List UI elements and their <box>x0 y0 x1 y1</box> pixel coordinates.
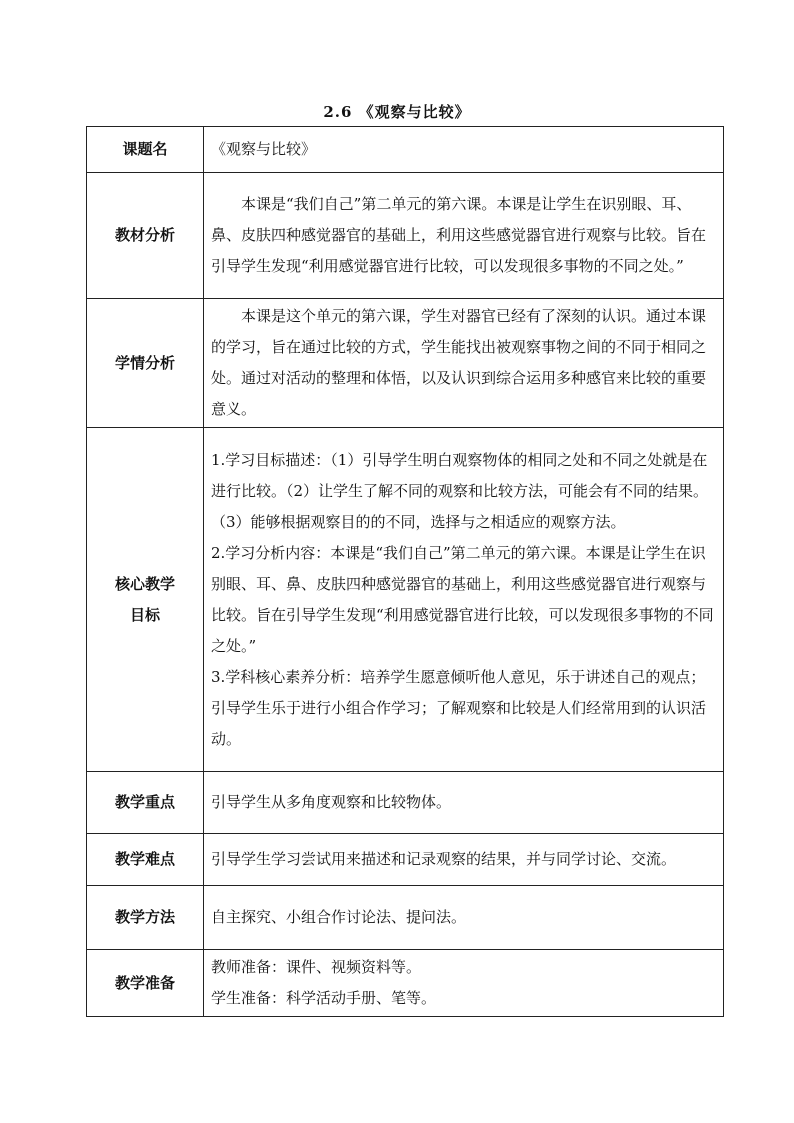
methods-text: 自主探究、小组合作讨论法、提问法。 <box>211 908 467 926</box>
row-label-key-points: 教学重点 <box>87 772 204 834</box>
lesson-plan-table <box>86 126 724 1017</box>
row-content-core-goals <box>204 428 724 772</box>
core-goals-label-line1: 核心教学 <box>114 574 175 593</box>
row-content-key-points <box>204 772 724 834</box>
key-points-text: 引导学生从多角度观察和比较物体。 <box>211 793 452 811</box>
row-content-methods <box>204 886 724 950</box>
row-content-preparation <box>204 950 724 1017</box>
core-goals-label-line2: 目标 <box>129 605 160 624</box>
table-row-core-goals <box>87 428 724 772</box>
row-content-material-analysis <box>204 173 724 299</box>
row-label-core-goals <box>87 428 204 772</box>
row-label-topic: 课题名 <box>87 127 204 173</box>
student-analysis-text: 本课是这个单元的第六课，学生对器官已经有了深刻的认识。通过本课的学习，旨在通过比较的方式，学生能找出被观察事物之间的不同于相同之处。通过对活动的整理和体悟，以及认识到综合运用多种感官来比较的重要意义。 <box>211 307 707 418</box>
core-goal-item-1: 1.学习目标描述：（1）引导学生明白观察物体的相同之处和不同之处就是在进行比较。（2）让学生了解不同的观察和比较方法，可能会有不同的结果。（3）能够根据观察目的的不同，选择与之相适应的观察方法。 <box>211 450 709 531</box>
row-label-difficulties: 教学难点 <box>87 834 204 886</box>
topic-text: 《观察与比较》 <box>211 140 317 158</box>
table-row-material-analysis <box>87 173 724 299</box>
row-label-student-analysis: 学情分析 <box>87 299 204 428</box>
row-content-student-analysis <box>204 299 724 428</box>
table-row-key-points <box>87 772 724 834</box>
table-row-methods <box>87 886 724 950</box>
difficulties-text: 引导学生学习尝试用来描述和记录观察的结果，并与同学讨论、交流。 <box>211 850 677 868</box>
table-row-preparation <box>87 950 724 1017</box>
row-label-preparation: 教学准备 <box>87 950 204 1017</box>
row-label-material-analysis: 教材分析 <box>87 173 204 299</box>
material-analysis-text: 本课是“我们自己”第二单元的第六课。本课是让学生在识别眼、耳、鼻、皮肤四种感觉器官的基础上，利用这些感觉器官进行观察与比较。旨在引导学生发现“利用感觉器官进行比较，可以发现很多事物的不同之处。” <box>211 195 707 275</box>
row-label-methods: 教学方法 <box>87 886 204 950</box>
document-title: 2.6 《观察与比较》 <box>323 103 471 121</box>
teacher-preparation-text: 教师准备：课件、视频资料等。 <box>211 958 422 976</box>
student-preparation-text: 学生准备：科学活动手册、笔等。 <box>211 989 437 1007</box>
core-goal-item-2: 2.学习分析内容：本课是“我们自己”第二单元的第六课。本课是让学生在识别眼、耳、鼻、皮肤四种感觉器官的基础上，利用这些感觉器官进行观察与比较。旨在引导学生发现“利用感觉器官进行比较，可以发现很多事物的不同之处。” <box>211 543 714 655</box>
row-content-difficulties <box>204 834 724 886</box>
core-goal-item-3: 3.学科核心素养分析：培养学生愿意倾听他人意见，乐于讲述自己的观点；引导学生乐于进行小组合作学习；了解观察和比较是人们经常用到的认识活动。 <box>211 667 707 748</box>
table-row-student-analysis <box>87 299 724 428</box>
table-row-difficulties <box>87 834 724 886</box>
row-content-topic <box>204 127 724 173</box>
table-row-topic <box>87 127 724 173</box>
